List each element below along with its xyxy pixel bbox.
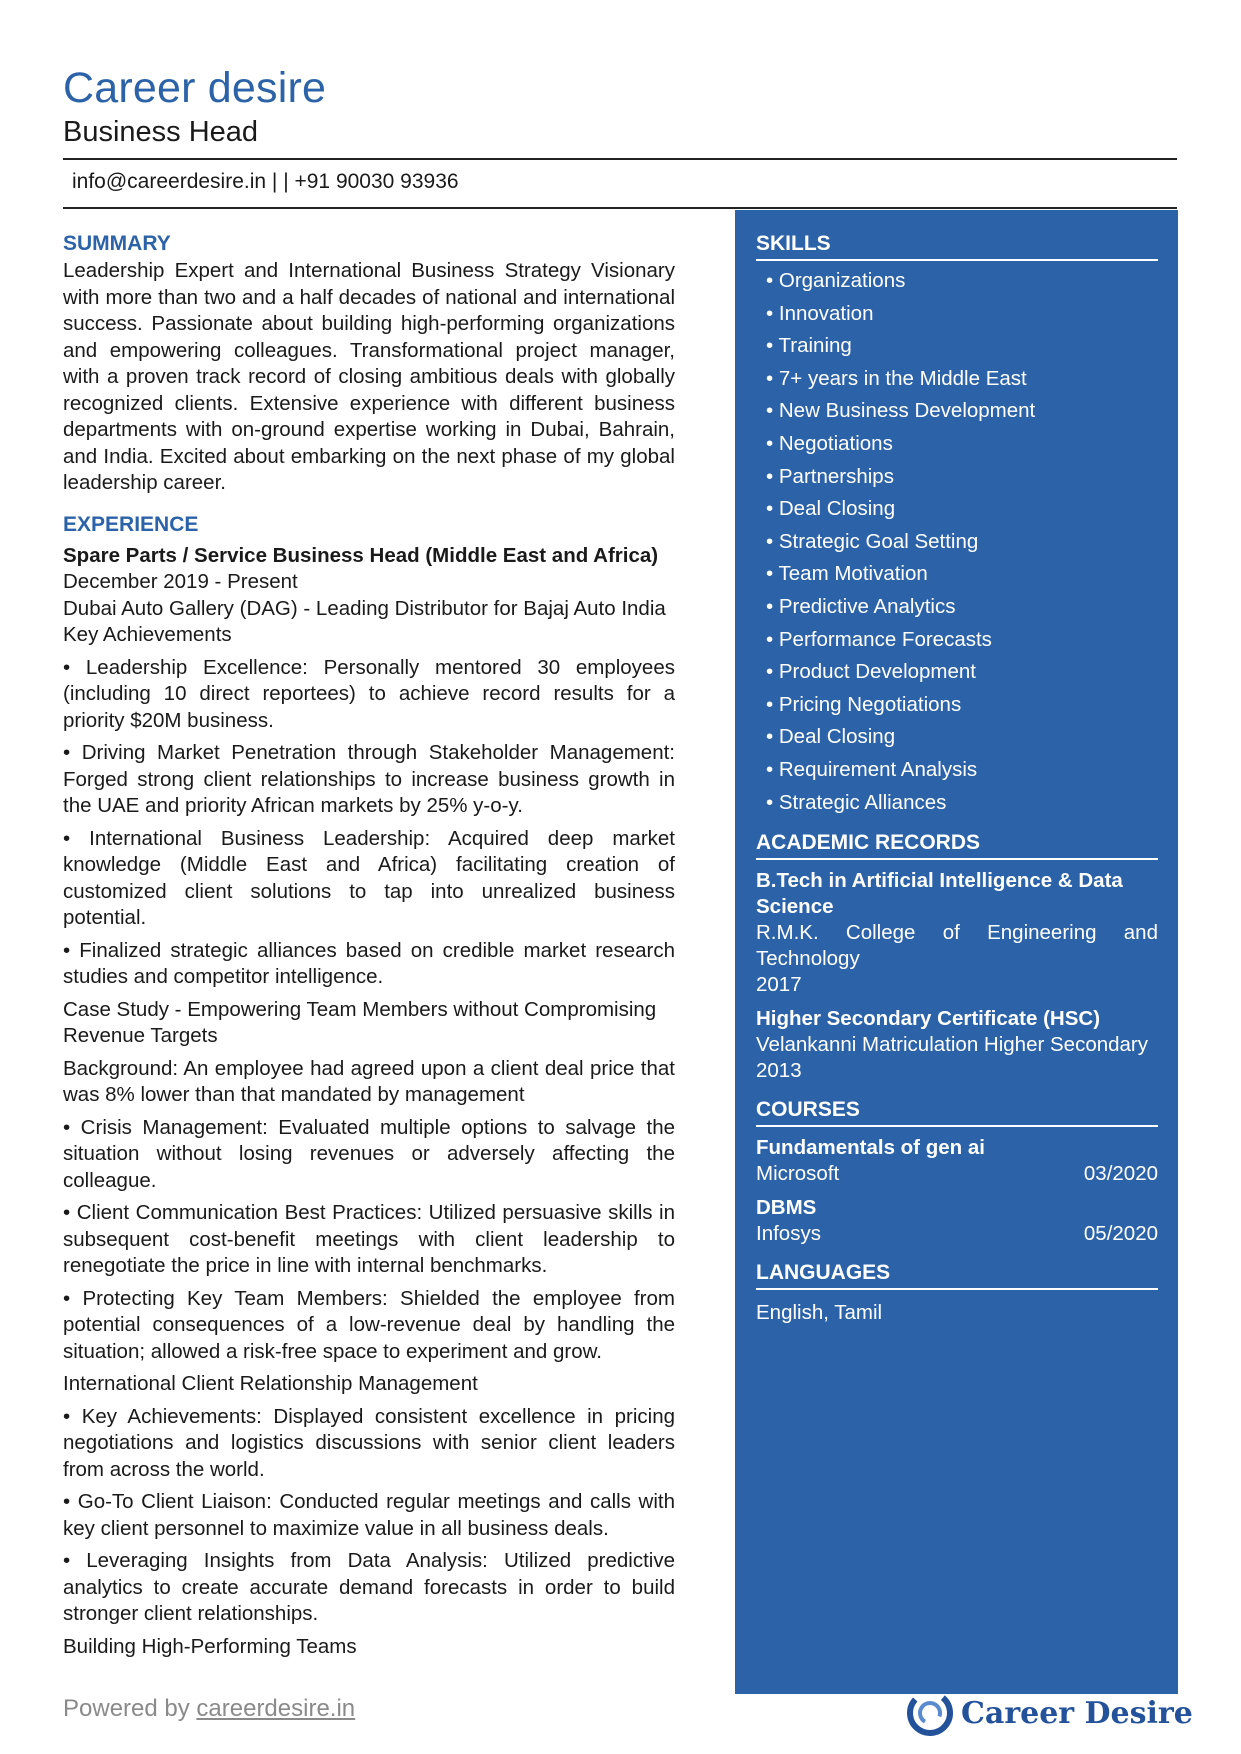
course-provider: Microsoft <box>756 1162 840 1186</box>
skill-item: • Product Development <box>756 656 1158 689</box>
job-company: Dubai Auto Gallery (DAG) - Leading Distributor for Bajaj Auto India <box>63 596 666 620</box>
skill-item: • Requirement Analysis <box>756 754 1158 787</box>
case-study-bullet: • Protecting Key Team Members: Shielded the employee from potential consequences of a low-revenue deal by handling the situation; allowed a risk-free space to experiment and grow. <box>63 1286 675 1363</box>
experience-heading: EXPERIENCE <box>63 512 199 536</box>
course-date: 05/2020 <box>1083 1222 1158 1246</box>
skill-item: • Training <box>756 330 1158 363</box>
course-date: 03/2020 <box>1083 1162 1158 1186</box>
case-study-background: Background: An employee had agreed upon a client deal price that was 8% lower than that mandated by management <box>63 1056 675 1106</box>
careerdesire-link[interactable]: careerdesire.in <box>196 1695 356 1722</box>
case-study-title: Case Study - Empowering Team Members without Compromising Revenue Targets <box>63 997 657 1047</box>
skill-item: • Performance Forecasts <box>756 624 1158 657</box>
skill-item: • Strategic Goal Setting <box>756 526 1158 559</box>
skill-item: • 7+ years in the Middle East <box>756 363 1158 396</box>
skill-item: • Deal Closing <box>756 493 1158 526</box>
skill-item: • New Business Development <box>756 395 1158 428</box>
candidate-role: Business Head <box>63 116 259 148</box>
powered-by <box>63 1695 355 1723</box>
header-divider-top <box>63 158 1177 160</box>
degree-title: B.Tech in Artificial Intelligence & Data Science <box>756 869 1123 919</box>
sidebar <box>735 210 1178 1694</box>
summary-text: Leadership Expert and International Business Strategy Visionary with more than two and a half decades of national and international success. Passionate about building high-performing organizations and empowering colleagues. Transformational project manager, with a proven track record of closing ambitious deals with globally recognized clients. Extensive experience with different business departments with on-ground expertise working in Dubai, Bahrain, and India. Excited about embarking on the next phase of my global leadership career. <box>63 259 675 494</box>
achievement-bullet: • Finalized strategic alliances based on credible market research studies and competitor intelligence. <box>63 938 675 988</box>
graduation-year: 2013 <box>756 1059 802 1083</box>
teams-title: Building High-Performing Teams <box>63 1634 357 1658</box>
header-divider-bottom <box>63 207 1177 209</box>
achievement-bullet: • Leadership Excellence: Personally mentored 30 employees (including 10 direct reportees) to achieve record results for a priority $20M business. <box>63 655 675 732</box>
skill-item: • Pricing Negotiations <box>756 689 1158 722</box>
course-title: DBMS <box>756 1196 817 1220</box>
logo-mark-icon <box>905 1688 955 1738</box>
skill-item: • Negotiations <box>756 428 1158 461</box>
academic-heading: ACADEMIC RECORDS <box>756 829 1158 860</box>
logo-text: Career Desire <box>961 1695 1193 1731</box>
academic-record <box>756 868 1158 998</box>
courses-heading: COURSES <box>756 1096 1158 1127</box>
academic-record <box>756 1006 1158 1084</box>
job-dates: December 2019 - Present <box>63 570 298 593</box>
contact-line: info@careerdesire.in | | +91 90030 93936 <box>72 170 459 193</box>
intl-bullet: • Key Achievements: Displayed consistent excellence in pricing negotiations and logistics discussions with senior client leaders from across the world. <box>63 1404 675 1481</box>
degree-title: Higher Secondary Certificate (HSC) <box>756 1007 1101 1031</box>
case-study-bullet: • Client Communication Best Practices: Utilized persuasive skills in subsequent cost-benefit meetings with client leadership to renegotiate the price in line with internal benchmarks. <box>63 1201 675 1277</box>
institution: R.M.K. College of Engineering and Technology <box>756 921 1158 971</box>
intl-bullet: • Leveraging Insights from Data Analysis: Utilized predictive analytics to create accurate demand forecasts in order to build stronger client relationships. <box>63 1549 675 1625</box>
skill-item: • Innovation <box>756 298 1158 331</box>
languages-text: English, Tamil <box>756 1301 883 1325</box>
skill-item: • Organizations <box>756 265 1158 298</box>
institution: Velankanni Matriculation Higher Secondary <box>756 1033 1149 1057</box>
case-study-bullet: • Crisis Management: Evaluated multiple options to salvage the situation without losing revenues or adversely affecting the colleague. <box>63 1115 675 1192</box>
intl-bullet: • Go-To Client Liaison: Conducted regular meetings and calls with key client personnel to maximize value in all business deals. <box>63 1490 675 1540</box>
intl-relationship-title: International Client Relationship Management <box>63 1372 478 1395</box>
skill-item: • Partnerships <box>756 461 1158 494</box>
skills-list <box>756 265 1158 819</box>
skill-item: • Team Motivation <box>756 558 1158 591</box>
powered-by-label: Powered by <box>63 1695 197 1722</box>
main-column <box>63 230 675 1660</box>
skill-item: • Predictive Analytics <box>756 591 1158 624</box>
graduation-year: 2017 <box>756 973 802 997</box>
career-desire-logo <box>905 1688 1193 1738</box>
candidate-name: Career desire <box>63 64 327 112</box>
skills-heading: SKILLS <box>756 230 1158 261</box>
summary-heading: SUMMARY <box>63 232 171 255</box>
achievement-bullet: • International Business Leadership: Acquired deep market knowledge (Middle East and Africa) facilitating creation of customized client solutions to tap into unrealized business potential. <box>63 826 675 929</box>
job-title: Spare Parts / Service Business Head (Middle East and Africa) <box>63 543 659 567</box>
course-item <box>756 1135 1158 1187</box>
languages-heading: LANGUAGES <box>756 1259 1158 1290</box>
course-title: Fundamentals of gen ai <box>756 1136 985 1160</box>
course-item <box>756 1195 1158 1247</box>
achievement-bullet: • Driving Market Penetration through Stakeholder Management: Forged strong client relationships to increase business growth in the UAE and priority African markets by 25% y-o-y. <box>63 741 675 817</box>
skill-item: • Deal Closing <box>756 721 1158 754</box>
key-achievements-label: Key Achievements <box>63 623 232 646</box>
course-provider: Infosys <box>756 1222 821 1246</box>
skill-item: • Strategic Alliances <box>756 787 1158 820</box>
